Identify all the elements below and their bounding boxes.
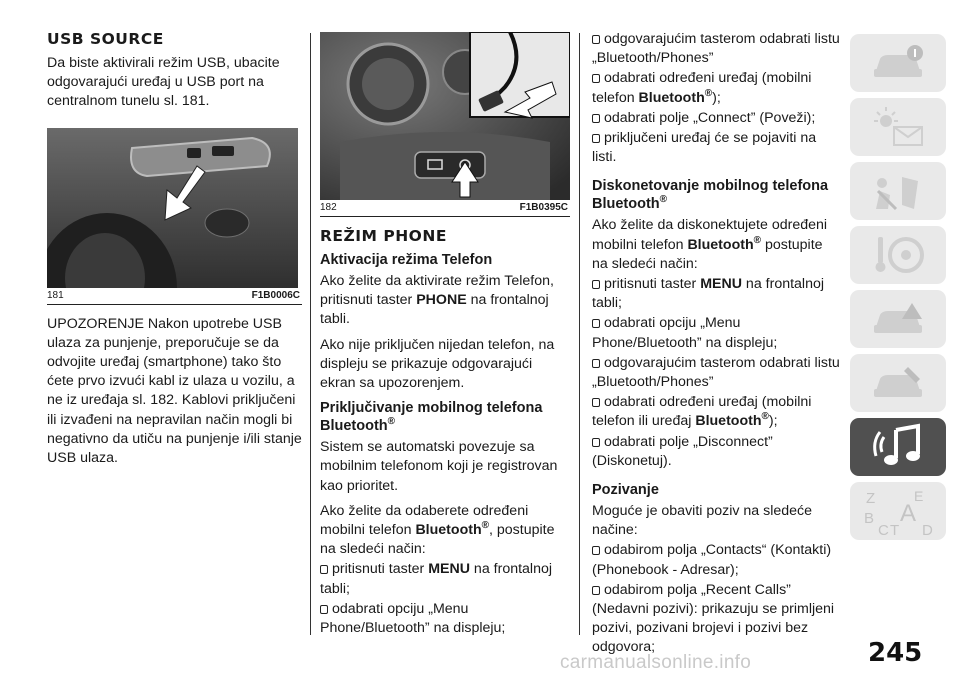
no-phone-text: Ako nije priključen nijedan telefon, na displeju se prikazuje odgovarajući ekran sa upozorenjem.	[320, 336, 555, 392]
calling-intro-text: Moguće je obaviti poziv na sledeće načine:	[592, 503, 813, 539]
text-fragment: odgovarajućim tasterom odabrati listu „Bluetooth/Phones”	[592, 354, 840, 391]
text-fragment: postupite na sledeći način:	[592, 236, 823, 272]
chapter-tabs	[850, 34, 946, 546]
section-heading-usb-source: USB SOURCE	[47, 30, 164, 48]
checkbox-bullet-icon	[592, 35, 600, 44]
column-divider-1	[310, 33, 311, 635]
tab-warning-lights[interactable]	[850, 98, 946, 156]
registered-sign: ®	[704, 87, 713, 99]
tab-safety[interactable]	[850, 162, 946, 220]
text-fragment: priključeni uređaj će se pojaviti na listi.	[592, 130, 817, 166]
menu-key-label: MENU	[700, 276, 742, 293]
column-phone-continued	[592, 30, 842, 659]
index-letter: D	[922, 522, 933, 539]
figure-182-caption	[320, 200, 570, 217]
disconnect-step-5	[592, 433, 842, 471]
figure-181-code: F1B0006C	[251, 289, 300, 301]
text-fragment: pritisnuti taster	[604, 276, 701, 293]
text-fragment: Diskonetovanje mobilnog telefona	[592, 178, 829, 195]
text-fragment: Ako želite da diskonektujete određeni mobilni telefon	[592, 217, 828, 253]
checkbox-bullet-icon	[592, 74, 600, 83]
text-fragment: odabrati određeni uređaj (mobilni telefon	[592, 70, 812, 106]
tab-car-info[interactable]	[850, 34, 946, 92]
connect-step-3	[592, 30, 842, 68]
figure-181-caption	[47, 288, 302, 305]
text-fragment: odgovarajućim tasterom odabrati listu „Bluetooth/Phones”	[592, 31, 840, 67]
disconnect-step-2	[592, 314, 842, 352]
tab-index[interactable]	[850, 482, 946, 540]
bluetooth-label: Bluetooth	[695, 413, 762, 430]
watermark: carmanualsonline.info	[560, 652, 752, 673]
choose-phone-text	[320, 502, 570, 560]
usb-intro-text: Da biste aktivirali režim USB, ubacite odgovarajući uređaj u USB port na centralnom tunelu sl. 181.	[47, 55, 280, 110]
checkbox-bullet-icon	[592, 546, 600, 555]
text-fragment: odabirom polja „Contacts“ (Kontakti) (Phonebook - Adresar);	[592, 542, 832, 578]
checkbox-bullet-icon	[592, 398, 600, 407]
checkbox-bullet-icon	[592, 134, 600, 143]
connect-step-1	[320, 560, 570, 598]
bluetooth-label: Bluetooth	[415, 522, 482, 539]
bluetooth-label: Bluetooth	[638, 89, 705, 106]
figure-181-image	[47, 128, 298, 288]
checkbox-bullet-icon	[592, 319, 600, 328]
disconnect-intro-text	[592, 216, 842, 274]
text-fragment: pritisnuti taster	[332, 561, 429, 578]
text-fragment: );	[768, 413, 778, 430]
index-letter: T	[890, 522, 900, 539]
figure-182-number: 182	[320, 202, 337, 213]
connect-step-4	[592, 69, 842, 107]
figure-182-code: F1B0395C	[519, 202, 568, 213]
registered-sign: ®	[659, 194, 668, 206]
checkbox-bullet-icon	[592, 586, 600, 595]
steering-key-icon	[868, 233, 928, 277]
subheading-phone-activation: Aktivacija režima Telefon	[320, 252, 493, 268]
subheading-disconnect-phone	[592, 177, 842, 213]
registered-sign: ®	[387, 416, 396, 428]
phone-key-label: PHONE	[416, 292, 467, 309]
connect-step-6	[592, 129, 842, 167]
bluetooth-label: Bluetooth	[687, 236, 754, 253]
calling-option-1	[592, 541, 842, 579]
tab-maintenance[interactable]	[850, 354, 946, 412]
index-letter: E	[914, 488, 924, 504]
figure-182-image	[320, 32, 570, 200]
checkbox-bullet-icon	[592, 280, 600, 289]
column-divider-2	[579, 33, 580, 635]
text-fragment: Bluetooth	[320, 418, 388, 435]
text-fragment: na frontalnoj tabli.	[320, 292, 549, 328]
text-fragment: na frontalnoj tabli;	[320, 561, 553, 597]
text-fragment: odabrati polje „Disconnect” (Diskonetuj).	[592, 433, 773, 469]
connect-step-2	[320, 600, 570, 638]
index-letters-icon	[858, 483, 938, 539]
checkbox-bullet-icon	[592, 114, 600, 123]
index-letter: Z	[866, 490, 876, 507]
text-fragment: odabrati polje „Connect” (Poveži);	[604, 109, 816, 126]
text-fragment: Ako želite da odaberete određeni mobilni telefon	[320, 502, 529, 539]
checkbox-bullet-icon	[592, 359, 600, 368]
checkbox-bullet-icon	[592, 438, 600, 447]
column-usb-source	[47, 30, 302, 474]
menu-key-label: MENU	[428, 561, 470, 578]
text-fragment: odabrati opciju „Menu Phone/Bluetooth” na displeju;	[592, 315, 778, 351]
registered-sign: ®	[761, 411, 769, 423]
text-fragment: odabrati određeni uređaj (mobilni telefon ili uređaj	[592, 394, 812, 430]
text-fragment: );	[712, 89, 721, 106]
text-fragment: , postupite na sledeći način:	[320, 522, 555, 558]
warning-lights-icon	[868, 105, 928, 149]
car-maintenance-icon	[868, 363, 928, 403]
text-fragment: odabrati opciju „Menu Phone/Bluetooth” na displeju;	[320, 600, 506, 637]
usb-warning-text: UPOZORENJE Nakon upotrebe USB ulaza za punjenje, preporučuje se da odvojite uređaj (smartphone) tako što ćete prvo izvući kabl iz ulaza u vozilu, a ne iz uređaja sl. 182. Kablovi priključeni ili izvađeni na nepravilan način mogli bi negativno da utiču na punjenje i/ili stanje USB ulaza.	[47, 315, 302, 467]
phone-activation-text	[320, 272, 570, 330]
index-letter: A	[900, 500, 917, 527]
tab-multimedia[interactable]	[850, 418, 946, 476]
registered-sign: ®	[481, 520, 490, 532]
auto-connect-text: Sistem se automatski povezuje sa mobilnim telefonom koji je registrovan kao prioritet.	[320, 439, 558, 494]
tab-starting-driving[interactable]	[850, 226, 946, 284]
tab-emergency[interactable]	[850, 290, 946, 348]
index-letter: B	[864, 510, 875, 527]
checkbox-bullet-icon	[320, 565, 328, 574]
index-letter: C	[878, 522, 889, 539]
text-fragment: Bluetooth	[592, 196, 660, 213]
multimedia-icon	[866, 422, 930, 472]
subheading-connect-phone	[320, 399, 570, 435]
text-fragment: Priključivanje mobilnog telefona	[320, 400, 543, 417]
car-info-icon	[868, 43, 928, 83]
disconnect-step-1	[592, 275, 842, 313]
connect-step-5	[592, 109, 842, 128]
page-number: 245	[868, 638, 923, 668]
figure-181-number: 181	[47, 289, 64, 301]
registered-sign: ®	[753, 234, 762, 246]
section-heading-phone-mode: REŽIM PHONE	[320, 227, 447, 245]
disconnect-step-3	[592, 354, 842, 392]
text-fragment: Ako želite da aktivirate režim Telefon, pritisnuti taster	[320, 273, 554, 309]
calling-option-2	[592, 581, 842, 658]
text-fragment: na frontalnoj tabli;	[592, 276, 825, 312]
safety-airbag-icon	[868, 169, 928, 213]
checkbox-bullet-icon	[320, 605, 328, 614]
car-breakdown-icon	[868, 299, 928, 339]
subheading-calling: Pozivanje	[592, 482, 659, 499]
text-fragment: odabirom polja „Recent Calls” (Nedavni pozivi): prikazuju se primljeni pozivi, pozivani brojevi i pozivi bez odgovora;	[592, 581, 835, 656]
disconnect-step-4	[592, 393, 842, 431]
column-phone-mode	[320, 30, 570, 639]
